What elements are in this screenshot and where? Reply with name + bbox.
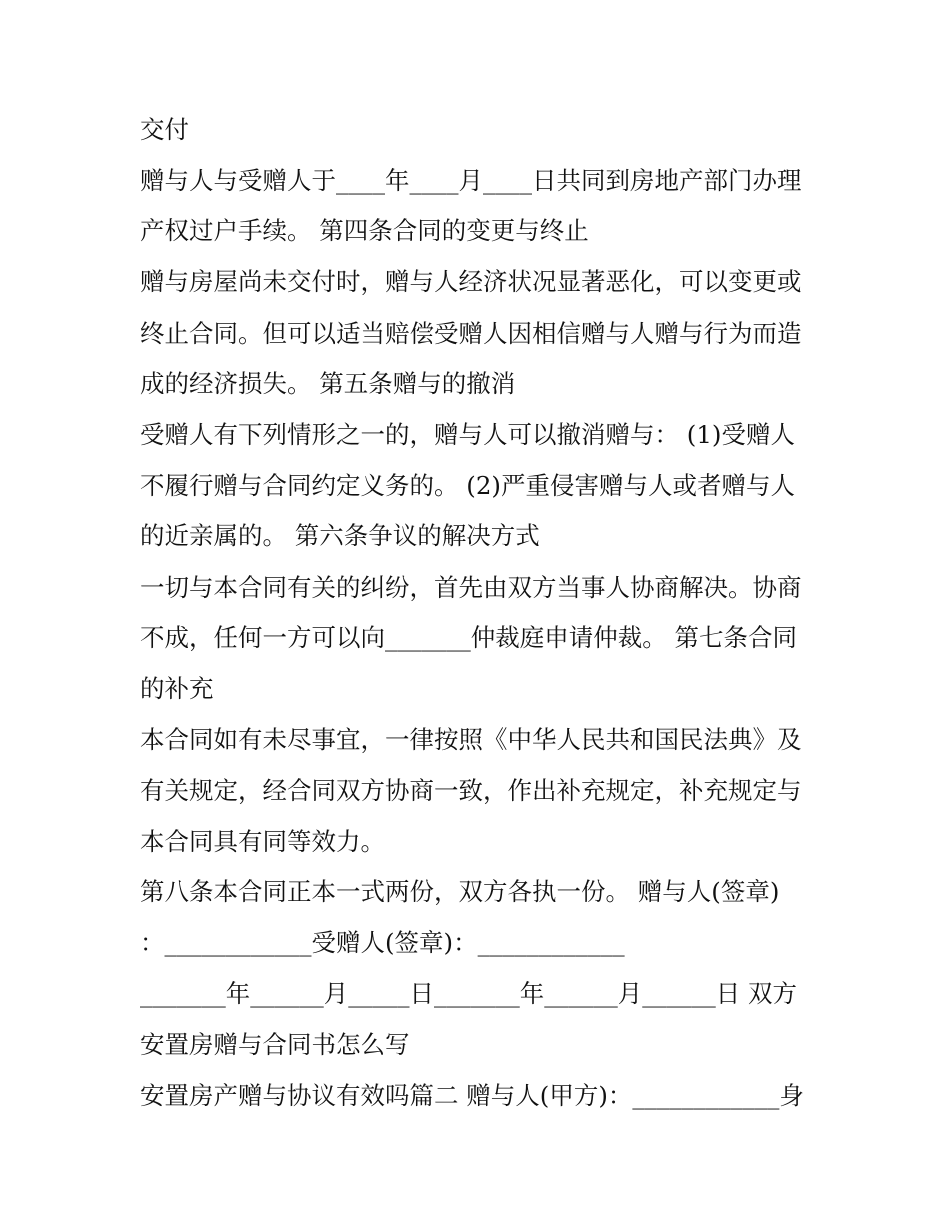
text-line: 本合同如有未尽事宜，一律按照《中华人民共和国民法典》及 <box>140 725 802 754</box>
text-line: 赠与人与受赠人于____年____月____日共同到房地产部门办理 <box>140 166 802 195</box>
text-line: 终止合同。但可以适当赔偿受赠人因相信赠与人赠与行为而造 <box>140 319 802 348</box>
text-line: ：____________受赠人(签章)：____________ <box>140 928 625 957</box>
text-line: 第八条本合同正本一式两份，双方各执一份。 赠与人(签章) <box>140 877 780 906</box>
text-line: 受赠人有下列情形之一的，赠与人可以撤消赠与： (1)受赠人 <box>140 420 795 449</box>
text-line: 不履行赠与合同约定义务的。 (2)严重侵害赠与人或者赠与人 <box>140 471 795 500</box>
text-line: 成的经济损失。 第五条赠与的撤消 <box>140 369 516 398</box>
text-line: 一切与本合同有关的纠纷，首先由双方当事人协商解决。协商 <box>140 573 802 602</box>
text-line: _______年______月_____日_______年______月______日 双方 <box>140 979 798 1008</box>
text-line: 有关规定，经合同双方协商一致，作出补充规定，补充规定与 <box>140 776 802 805</box>
text-line: 安置房产赠与协议有效吗篇二 赠与人(甲方)：____________身 <box>140 1081 804 1110</box>
text-line: 本合同具有同等效力。 <box>140 827 385 856</box>
text-line: 赠与房屋尚未交付时，赠与人经济状况显著恶化，可以变更或 <box>140 267 802 296</box>
text-line: 的近亲属的。 第六条争议的解决方式 <box>140 521 540 550</box>
text-line: 不成，任何一方可以向_______仲裁庭申请仲裁。 第七条合同 <box>140 623 798 652</box>
text-line: 交付 <box>140 115 189 144</box>
text-line: 产权过户手续。 第四条合同的变更与终止 <box>140 216 589 245</box>
text-line: 安置房赠与合同书怎么写 <box>140 1030 410 1059</box>
text-line: 的补充 <box>140 674 214 703</box>
